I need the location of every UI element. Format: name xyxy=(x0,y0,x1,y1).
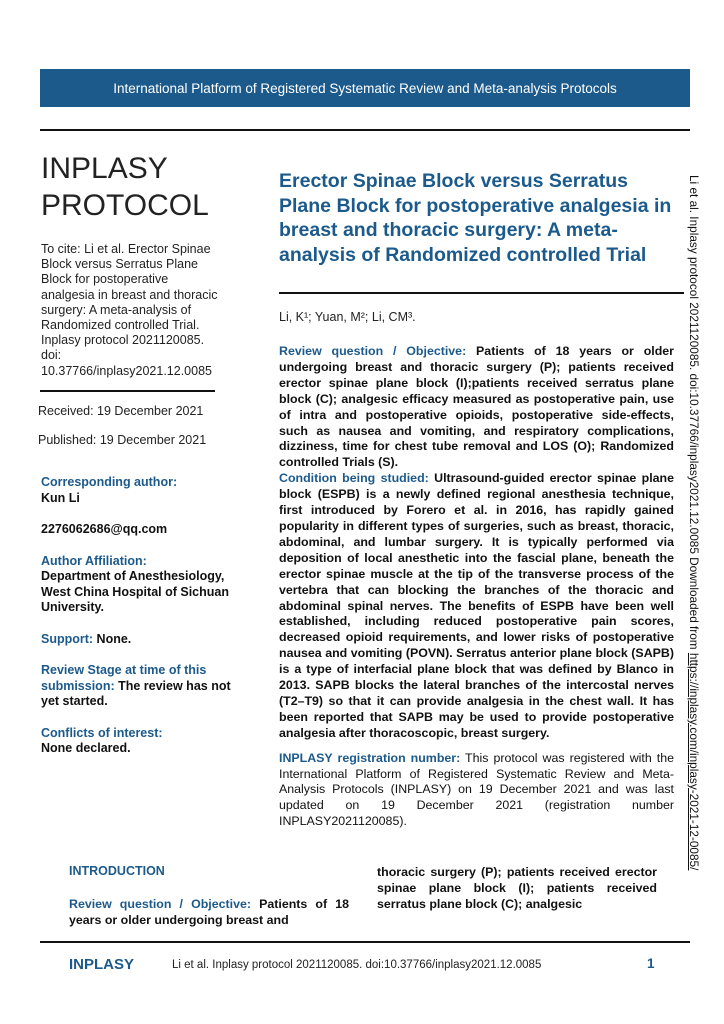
condition-text: Ultrasound-guided erector spinae plane block (ESPB) is a newly defined regional anesthesia technique, first introduced by Forero et al. in 2016, has rapidly gained popularity in different types of surgeries, such as breast, thoracic, abdominal, and lumbar surgery. It is typically performed via deposition of local anesthetic into the fascial plane, beneath the erector spinae muscle at the tip of the transverse process of the vertebra that can blocking the branches of the thoracic and abdominal spinal nerves. The benefits of ESPB have been well established, including reduced postoperative pain scores, decreased opioid requirements, and lower risks of postoperative nausea and vomiting (POVN). Serratus anterior plane block (SAPB) is a type of interfacial plane block that was defined by Blanco in 2013. SAPB blocks the lateral branches of the intercostal nerves (T2–T9) so that it can provide analgesia in the chest wall. It has been reported that SAPB may be used to provide postoperative analgesia after thoracoscopic, breast surgery. xyxy=(279,471,674,740)
registration xyxy=(279,751,674,831)
top-rule xyxy=(40,129,690,131)
introduction-left-column xyxy=(69,896,349,928)
bottom-rule xyxy=(40,941,690,943)
author-email[interactable]: 2276062686@qq.com xyxy=(41,522,168,536)
review-stage-label: Review Stage at time of this submission: xyxy=(41,663,207,693)
title-rule xyxy=(279,292,684,294)
intro-question-text-right: thoracic surgery (P); patients received erector spinae plane block (I); patients received serratus plane block (C); analgesic xyxy=(377,865,657,911)
registration-text: This protocol was registered with the International Platform of Registered Systematic Review and Meta-Analysis Protocols (INPLASY) on 19 December 2021 and was last updated on 19 December 2021 (registration number INPLASY2021120085). xyxy=(279,750,674,829)
condition-label: Condition being studied: xyxy=(279,471,429,486)
review-stage xyxy=(41,663,251,710)
download-link[interactable]: https://inplasy.com/inplasy-2021-12-0085/ xyxy=(687,652,701,871)
left-rule xyxy=(40,390,215,392)
author-meta xyxy=(41,475,251,773)
protocol-title-line1: INPLASY xyxy=(41,152,168,185)
article-title: Erector Spinae Block versus Serratus Plane Block for postoperative analgesia in breast and thoracic surgery: A meta-analysis of Randomized controlled Trial xyxy=(279,170,672,266)
corresponding-label: Corresponding author: xyxy=(41,475,178,489)
side-download-note xyxy=(687,175,701,870)
affiliation-label: Author Affiliation: xyxy=(41,553,147,568)
citation: To cite: Li et al. Erector Spinae Block versus Serratus Plane Block for postoperative analgesia in breast and thoracic surgery: A meta-analysis of Randomized controlled Trial. Inplasy protocol 2021120085. doi: 10.37766/inplasy2021.12.0085 xyxy=(41,242,218,378)
introduction-heading: INTRODUCTION xyxy=(69,864,165,878)
review-question xyxy=(279,344,674,471)
review-question-text: Patients of 18 years or older undergoing breast and thoracic surgery (P); patients received erector spinae plane block (I);patients received serratus plane block (C); analgesic efficacy measured as postoperative pain, use of intra and postoperative opioids, postoperative side-effects, such as nausea and vomiting, and respiratory complications, dizziness, time for chest tube removal and LOS (O); Randomized controlled Trials (S). xyxy=(279,344,674,470)
side-note-text: Li et al. Inplasy protocol 2021120085. doi:10.37766/inplasy2021.12.0085 Downloaded from xyxy=(687,175,701,653)
conflicts xyxy=(41,726,251,757)
conflicts-value: None declared. xyxy=(41,741,131,755)
footer-citation: Li et al. Inplasy protocol 2021120085. doi:10.37766/inplasy2021.12.0085 xyxy=(172,959,542,971)
registration-label: INPLASY registration number: xyxy=(279,750,461,765)
corresponding-name: Kun Li xyxy=(41,490,80,505)
conflicts-label: Conflicts of interest: xyxy=(41,725,163,740)
abstract xyxy=(279,344,674,830)
page-number: 1 xyxy=(647,956,655,971)
support-value: None. xyxy=(93,631,132,646)
review-stage-value: The review has not yet started. xyxy=(41,678,231,708)
header-band-text: International Platform of Registered Systematic Review and Meta-analysis Protocols xyxy=(113,80,617,96)
support xyxy=(41,632,251,648)
intro-question-text-left: Patients of 18 years or older undergoing breast and xyxy=(69,897,349,927)
condition-studied xyxy=(279,471,674,741)
author-affiliation xyxy=(41,554,251,616)
support-label: Support: xyxy=(41,631,94,646)
authors: Li, K¹; Yuan, M²; Li, CM³. xyxy=(279,310,416,324)
footer-brand: INPLASY xyxy=(69,956,135,973)
header-band xyxy=(40,69,690,107)
protocol-title-line2: PROTOCOL xyxy=(41,189,209,222)
intro-question-label: Review question / Objective: xyxy=(69,897,251,911)
protocol-title xyxy=(41,150,209,224)
published-date: Published: 19 December 2021 xyxy=(38,433,207,447)
corresponding-author xyxy=(41,475,251,506)
review-question-label: Review question / Objective: xyxy=(279,344,467,358)
received-date: Received: 19 December 2021 xyxy=(38,404,204,418)
affiliation-value: Department of Anesthesiology, West China Hospital of Sichuan University. xyxy=(41,569,229,614)
